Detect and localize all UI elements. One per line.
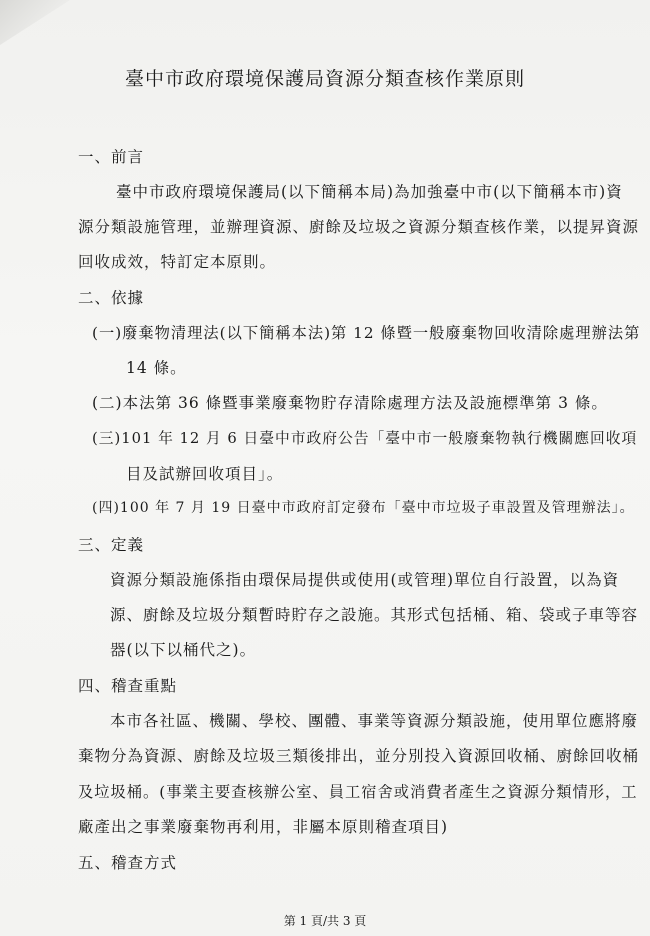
document-title: 臺中市政府環境保護局資源分類查核作業原則 xyxy=(124,68,525,90)
folded-corner xyxy=(0,0,70,45)
preface-line-2: 源分類設施管理，並辦理資源、廚餘及垃圾之資源分類查核作業，以提昇資源 xyxy=(78,218,640,236)
basis-item-3-cont: 目及試辦回收項目」。 xyxy=(126,465,284,483)
basis-item-2: (二)本法第 36 條暨事業廢棄物貯存清除處理方法及設施標準第 3 條。 xyxy=(92,394,608,412)
definition-line-1: 資源分類設施係指由環保局提供或使用(或管理)單位自行設置，以為資 xyxy=(110,571,620,589)
inspection-focus-line-2: 棄物分為資源、廚餘及垃圾三類後排出，並分別投入資源回收桶、廚餘回收桶 xyxy=(78,747,640,765)
page-footer: 第 1 頁/共 3 頁 xyxy=(283,914,367,928)
inspection-focus-line-3: 及垃圾桶。(事業主要查核辦公室、員工宿舍或消費者產生之資源分類情形，工 xyxy=(78,783,638,801)
basis-item-1: (一)廢棄物清理法(以下簡稱本法)第 12 條暨一般廢棄物回收清除處理辦法第 xyxy=(92,324,641,342)
basis-item-3: (三)101 年 12 月 6 日臺中市政府公告「臺中市一般廢棄物執行機關應回收項 xyxy=(92,430,638,447)
section-heading-inspection-method: 五、稽查方式 xyxy=(78,854,178,872)
section-heading-inspection-focus: 四、稽查重點 xyxy=(78,677,178,695)
section-heading-preface: 一、前言 xyxy=(78,148,145,166)
basis-item-4: (四)100 年 7 月 19 日臺中市政府訂定發布「臺中市垃圾子車設置及管理辦法」。 xyxy=(92,500,635,516)
section-heading-definition: 三、定義 xyxy=(78,536,145,554)
inspection-focus-line-4: 廠產出之事業廢棄物再利用，非屬本原則稽查項目) xyxy=(78,818,449,836)
preface-line-3: 回收成效，特訂定本原則。 xyxy=(78,253,277,271)
inspection-focus-line-1: 本市各社區、機關、學校、團體、事業等資源分類設施，使用單位應將廢 xyxy=(110,712,639,730)
section-heading-basis: 二、依據 xyxy=(78,289,145,307)
preface-line-1: 臺中市政府環境保護局(以下簡稱本局)為加強臺中市(以下簡稱本市)資 xyxy=(116,183,623,201)
definition-line-2: 源、廚餘及垃圾分類暫時貯存之設施。其形式包括桶、箱、袋或子車等容 xyxy=(110,606,639,624)
definition-line-3: 器(以下以桶代之)。 xyxy=(110,641,257,659)
basis-item-1-cont: 14 條。 xyxy=(126,359,187,377)
